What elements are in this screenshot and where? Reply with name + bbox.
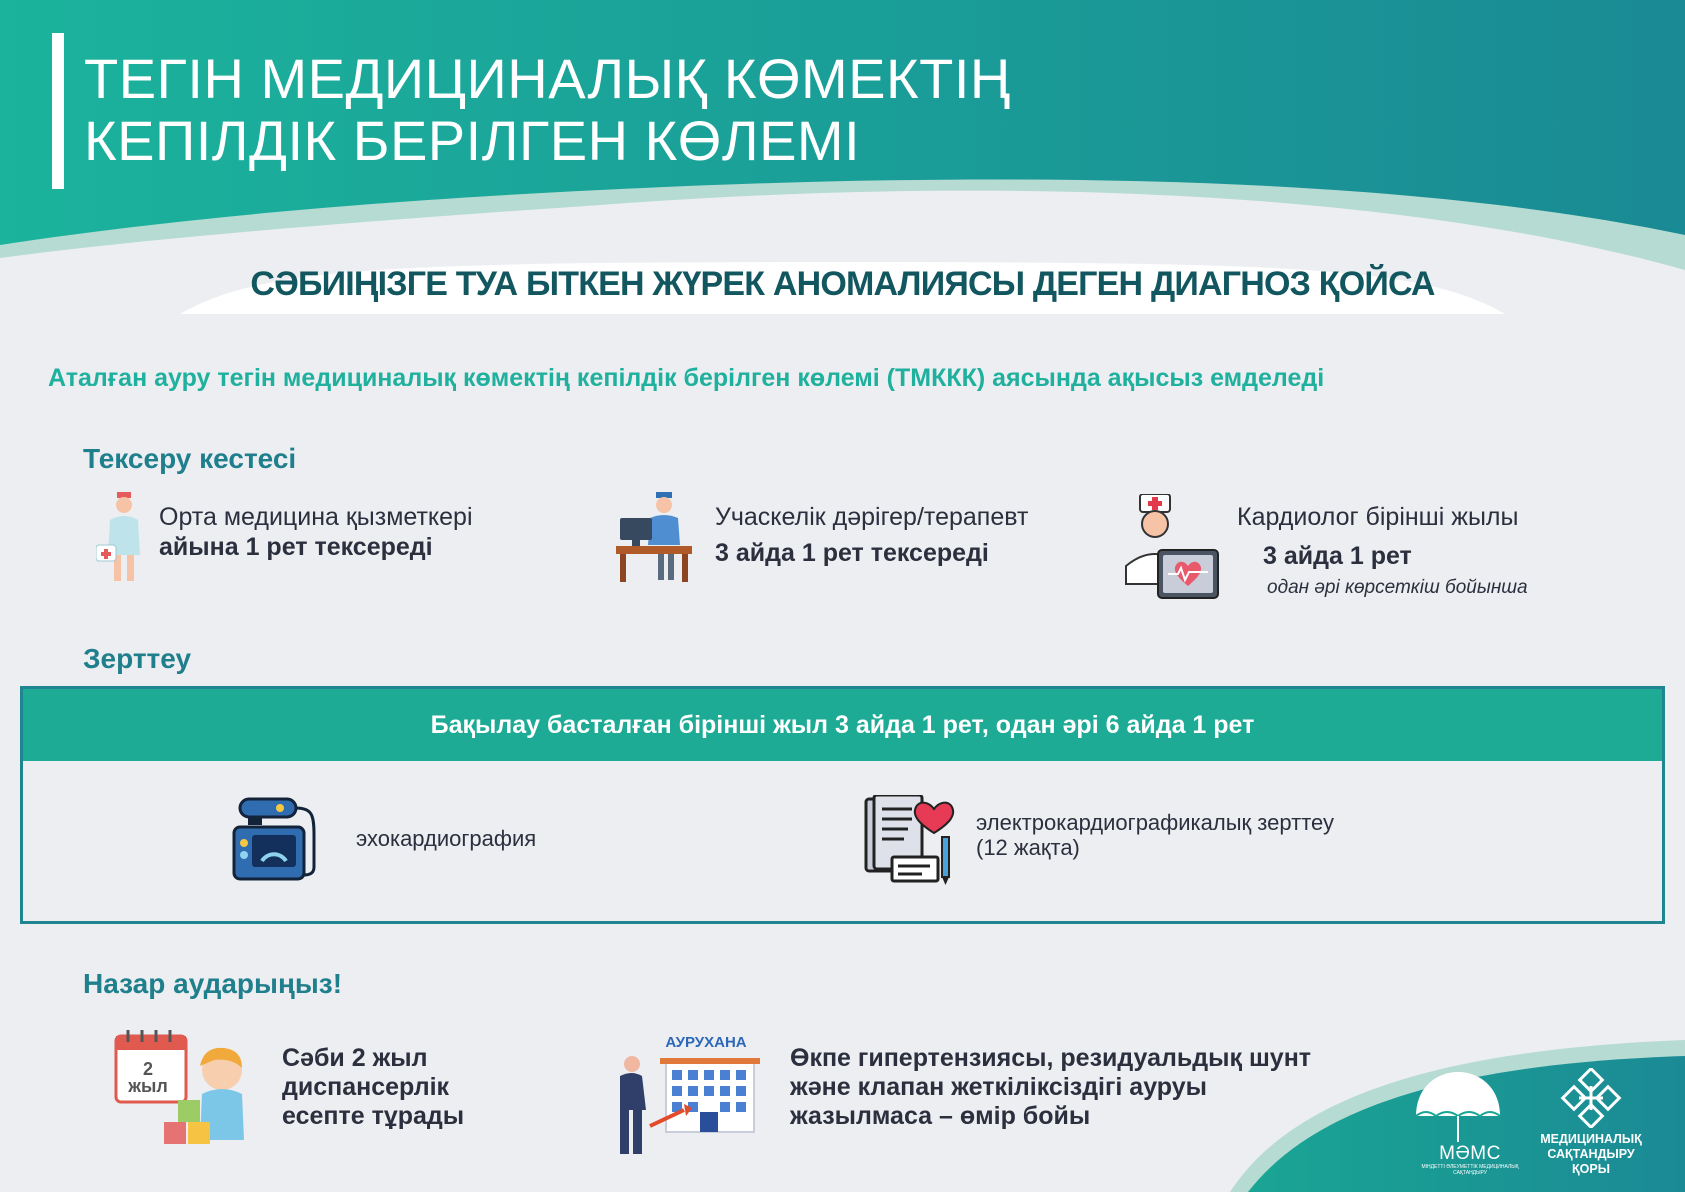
attention-item-dispensary-line-1: Сәби 2 жыл [282, 1044, 428, 1072]
study-echocardiography: эхокардиография [356, 826, 537, 851]
attention-item-dispensary-line-3: есепте тұрады [282, 1102, 465, 1130]
hospital-icon [600, 1052, 760, 1162]
intro-text: Аталған ауру тегін медициналық көмектің кепілдік берілген көлемі (ТМККК) аясында ақысыз емделеді [48, 364, 1325, 392]
page-title-line-1: ТЕГІН МЕДИЦИНАЛЫҚ КӨМЕКТІҢ [84, 47, 1011, 110]
title-accent-bar [52, 33, 64, 189]
research-heading: Зерттеу [83, 643, 192, 674]
ecg-report-icon [864, 795, 956, 887]
attention-item-lifelong-line-2: және клапан жеткіліксіздігі ауруы [790, 1073, 1207, 1101]
study-ecg [976, 810, 1436, 860]
fund-logo-line-1: МЕДИЦИНАЛЫҚ [1540, 1132, 1642, 1146]
attention-heading: Назар аударыңыз! [83, 968, 343, 999]
attention-item-lifelong-line-3: жазылмаса – өмір бойы [790, 1102, 1091, 1130]
mams-logo-text: МӘМС [1439, 1143, 1501, 1164]
schedule-item-nurse-frequency: айына 1 рет тексереді [159, 533, 433, 561]
nurse-icon [96, 490, 152, 585]
research-banner [23, 689, 1662, 761]
fund-snowflake-logo [1560, 1068, 1622, 1128]
schedule-item-cardiologist [1237, 502, 1528, 603]
schedule-heading: Тексеру кестесі [83, 443, 297, 474]
attention-item-dispensary [282, 1044, 542, 1131]
fund-logo-line-3: ҚОРЫ [1572, 1162, 1610, 1176]
fund-logo-text [1535, 1132, 1647, 1177]
page-title-line-2: КЕПІЛДІК БЕРІЛГЕН КӨЛЕМІ [84, 109, 861, 172]
calendar-number: 2 [142, 1059, 153, 1079]
calendar-label [120, 1061, 176, 1095]
fund-logo-line-2: САҚТАНДЫРУ [1547, 1147, 1635, 1161]
attention-item-dispensary-line-2: диспансерлік [282, 1073, 450, 1101]
calendar-word: жыл [128, 1076, 168, 1096]
page-subtitle: СӘБИІҢІЗГЕ ТУА БІТКЕН ЖҮРЕК АНОМАЛИЯСЫ ДЕГЕН ДИАГНОЗ ҚОЙСА [250, 265, 1435, 303]
cardiologist-icon [1118, 494, 1220, 602]
page-title [84, 48, 1084, 172]
research-banner-text: Бақылау басталған бірінші жыл 3 айда 1 рет, одан әрі 6 айда 1 рет [430, 710, 1255, 739]
schedule-item-therapist-role: Учаскелік дәрігер/терапевт [715, 503, 1029, 531]
schedule-item-nurse [159, 502, 473, 562]
schedule-item-therapist [715, 502, 1028, 568]
hospital-sign-label: АУРУХАНА [665, 1034, 747, 1051]
mams-logo-subtext: МІНДЕТТІ ӘЛЕУМЕТТІК МЕДИЦИНАЛЫҚ САҚТАНДЫРУ [1421, 1164, 1519, 1176]
mams-umbrella-logo [1412, 1068, 1504, 1144]
attention-item-lifelong-line-1: Өкпе гипертензиясы, резидуальдық шунт [790, 1044, 1312, 1072]
schedule-item-nurse-role: Орта медицина қызметкері [159, 503, 473, 531]
study-ecg-line-2: (12 жақта) [976, 835, 1080, 860]
schedule-item-therapist-frequency: 3 айда 1 рет тексереді [715, 539, 989, 567]
doctor-at-desk-icon [616, 490, 692, 584]
schedule-item-cardiologist-role: Кардиолог бірінші жылы [1237, 503, 1519, 531]
schedule-item-cardiologist-frequency: 3 айда 1 рет [1263, 542, 1412, 570]
study-ecg-line-1: электрокардиографикалық зерттеу [976, 810, 1335, 835]
ultrasound-machine-icon [232, 795, 324, 887]
schedule-item-cardiologist-note: одан әрі көрсеткіш бойынша [1267, 577, 1528, 598]
